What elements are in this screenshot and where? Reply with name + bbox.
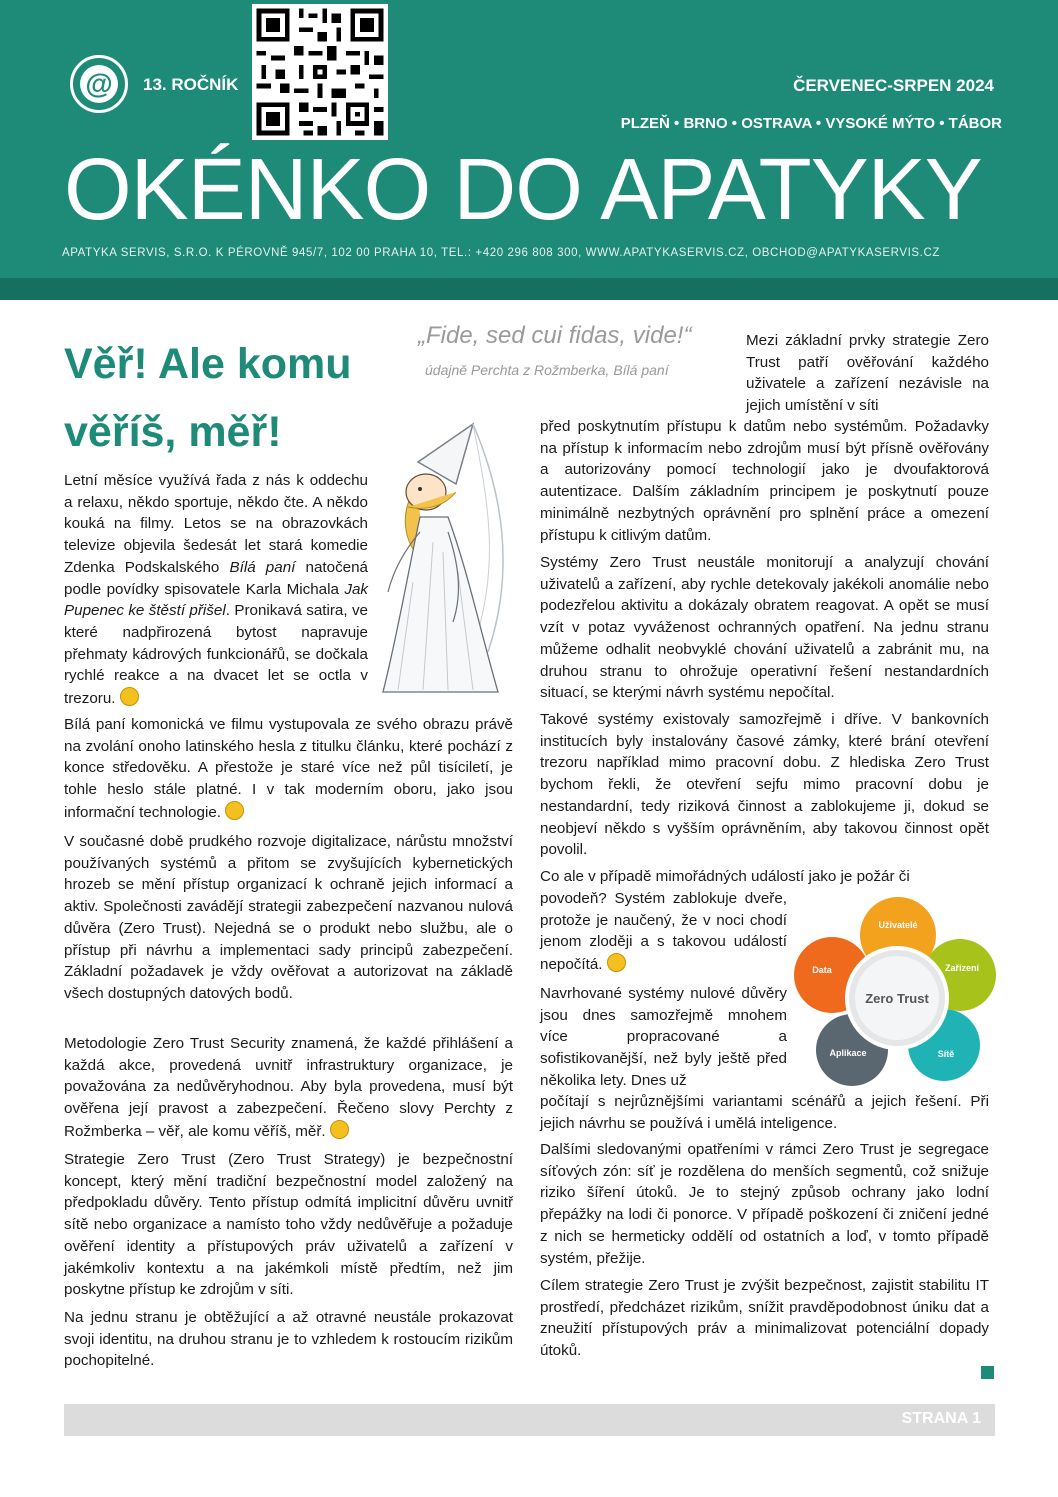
paragraph: Takové systémy existovaly samozřejmě i dříve. V bankovních institucích byly instalovány časové zámky, které brání otevření trezoru například mimo pracovní dobu. Z hlediska Zero Trust bychom řekli, že otevření sejfu mimo pracovní dobu je nestandardní, tedy riziková činnost a zablokujeme ji, dokud se neobjeví někdo s vyšším oprávněním, aby takovou činnost opět povolil. <box>540 711 989 859</box>
epigraph-source: údajně Perchta z Rožmberka, Bílá paní <box>425 362 669 378</box>
paragraph-text: povodeň? Systém zablokuje dveře, protože je naučený, že v noci chodí jenom zloději a s takovou událostí nepočítá. <box>540 890 787 974</box>
paragraph: V současné době prudkého rozvoje digitalizace, nárůstu množství používaných systémů a přitom se zvyšujících kybernetických hrozeb se mění přístup organizací k ochraně jejich informací a aktiv. Společnosti zavádějí strategii zabezpečení nazvanou nulová důvěra (Zero Trust). Nejedná se o produkt nebo službu, ale o přístup při návrhu a implementaci sady principů zabezpečení. Základní požadavek je vždy ověřovat a autorizovat na základě všech dostupných datových bodů. <box>64 833 513 1002</box>
article-title-line: věříš, měř! <box>64 408 282 456</box>
paragraph-text: . Pronikavá satira, ve které nadpřirozená bytost napravuje přehmaty kádrových funkcionářů, se dočkala rychlé reakce a na dvacet let se octla v trezoru. <box>64 602 368 708</box>
paragraph: Mezi základní prvky strategie Zero Trust patří ověřování každého uživatele a zařízení nezávisle na jejich umístění v síti <box>746 332 989 415</box>
wink-face-icon <box>330 1120 349 1139</box>
zero-trust-diagram <box>790 895 1000 1090</box>
sad-face-icon <box>607 953 626 972</box>
cities-list: PLZEŇ • BRNO • OSTRAVA • VYSOKÉ MÝTO • TÁBOR <box>620 115 1002 132</box>
sad-face-icon <box>120 687 139 706</box>
article-end-mark <box>981 1366 994 1379</box>
paragraph: Dalšími sledovanými opatřeními v rámci Zero Trust je segregace síťových zón: síť je rozdělena do menších segmentů, což snižuje riziko šíření útoků. Je to stejný způsob ochrany jako lodní přepážky na lodi či ponorce. V případě poškození či zničení jedné z nich se hermeticky oddělí od ostatních a loď, v tomto případě systém, přežije. <box>540 1141 989 1267</box>
paragraph: Strategie Zero Trust (Zero Trust Strategy) je bezpečnostní koncept, který mění tradiční bezpečnostní model založený na předpokladu důvěry. Tento přístup odmítá implicitní důvěru uvnitř sítě nebo organizace a namísto toho vždy nedůvěřuje a požaduje ověření identity a přístupových práv uživatelů a zařízení v jakémkoliv kontextu a na jakémkoli místě předtím, než jim poskytne přístup ke zdrojům v síti. <box>64 1151 513 1299</box>
story-title: Jak Pupenec ke štěstí přišel <box>64 580 368 620</box>
paragraph: Systémy Zero Trust neustále monitorují a analyzují chování uživatelů a zařízení, aby rychle detekovaly jakékoli anomálie nebo podezřelou aktivitu a dokázaly obratem reagovat. A opět se musí vzít v potaz vyváženost ochranných opatření. Na jednu stranu můžeme odhalit neobvyklé chování uživatelů a zabránit mu, na druhou stranu to ohrožuje operativní řešení nestandardních situací, se kterými návrh systému nepočítal. <box>540 554 989 702</box>
article-title <box>64 330 374 466</box>
volume-number: 13. ROČNÍK <box>143 75 239 94</box>
at-logo-icon <box>70 55 128 113</box>
paragraph-text: natočená podle povídky spisovatele Karla Michala <box>64 558 369 598</box>
paragraph-text: Metodologie Zero Trust Security znamená, že každé přihlášení a každá akce, provedená uvnitř infrastruktury organizace, je považována za nedůvěryhodnou. Aby byla provedena, musí být ověřena její pravost a zabezpečení. Řečeno slovy Perchty z Rožmberka – věř, ale komu věříš, měř. <box>64 1035 513 1140</box>
paragraph: Co ale v případě mimořádných událostí jako je požár či <box>540 868 910 885</box>
paragraph <box>64 1033 513 1143</box>
diagram-node-label: Data <box>812 965 832 975</box>
diagram-node-label: Aplikace <box>829 1048 867 1058</box>
paragraph <box>540 888 787 976</box>
header-band <box>0 278 1058 300</box>
logo-glyph: @ <box>80 65 118 103</box>
contact-line: APATYKA SERVIS, S.R.O. K PÉROVNĚ 945/7, 102 00 PRAHA 10, TEL.: +420 296 808 300, WWW.APATYKASERVIS.CZ, OBCHOD@APATYKASERVIS.CZ <box>62 247 941 259</box>
paragraph: Cílem strategie Zero Trust je zvýšit bezpečnost, zajistit stabilitu IT prostředí, předcházet rizikům, snížit pravděpodobnost úniku dat a zneužití přístupových práv a minimalizovat potenciální dopady útoků. <box>540 1277 989 1360</box>
paragraph: počítají s nejrůznějšími variantami scénářů a jejich řešení. Při jejich návrhu se používá i umělá inteligence. <box>540 1093 989 1132</box>
diagram-center-label: Zero Trust <box>865 991 929 1006</box>
footer-bar <box>64 1404 995 1436</box>
white-lady-illustration <box>378 422 528 702</box>
paragraph: Navrhované systémy nulové důvěry jsou dnes samozřejmě mnohem více propracované a sofistikovanější, než byly ještě před několika lety. Dnes už <box>540 985 787 1089</box>
paragraph-text: Bílá paní komonická ve filmu vystupovala ze svého obrazu právě na zvolání onoho latinského hesla z titulku článku, které pochází z konce středověku. A přestože je staré více než půl tisíciletí, je tohle heslo stále platné. I v tak moderním oboru, jako jsou informační technologie. <box>64 716 513 821</box>
smile-face-icon <box>225 801 244 820</box>
header-banner <box>0 0 1058 278</box>
qr-code-icon <box>252 4 388 140</box>
epigraph-quote: „Fide, sed cui fidas, vide!“ <box>418 322 692 349</box>
masthead-title: OKÉNKO DO APATYKY <box>64 141 982 238</box>
diagram-node-label: Zařízení <box>944 963 980 973</box>
diagram-node-label: Sítě <box>937 1049 955 1059</box>
paragraph-text: Letní měsíce využívá řada z nás k oddechu a relaxu, někdo sportuje, někdo čte. A někdo kouká na filmy. Letos se na obrazovkách televize objevila šedesát let stará komedie Zdenka Podskalského <box>64 472 368 576</box>
diagram-node-label: Uživatelé <box>878 920 918 930</box>
article-title-line: Věř! Ale komu <box>64 340 352 388</box>
paragraph <box>64 470 368 710</box>
paragraph: Na jednu stranu je obtěžující a až otravné neustále prokazovat svoji identitu, na druhou stranu je to vzhledem k rostoucím rizikům pochopitelné. <box>64 1309 513 1370</box>
film-title: Bílá paní <box>229 558 296 576</box>
paragraph <box>64 714 513 824</box>
paragraph: před poskytnutím přístupu k datům nebo systémům. Požadavky na přístup k informacím nebo zdrojům musí být přísně ověřovány a autorizovány pomocí technologií jako je dvoufaktorová autentizace. Dalším základním principem je poskytnutí pouze minimálně nezbytných oprávnění pro splnění práce a omezení přístupu k citlivým datům. <box>540 418 989 544</box>
page-number: STRANA 1 <box>901 1410 981 1427</box>
issue-date: ČERVENEC-SRPEN 2024 <box>793 76 994 95</box>
